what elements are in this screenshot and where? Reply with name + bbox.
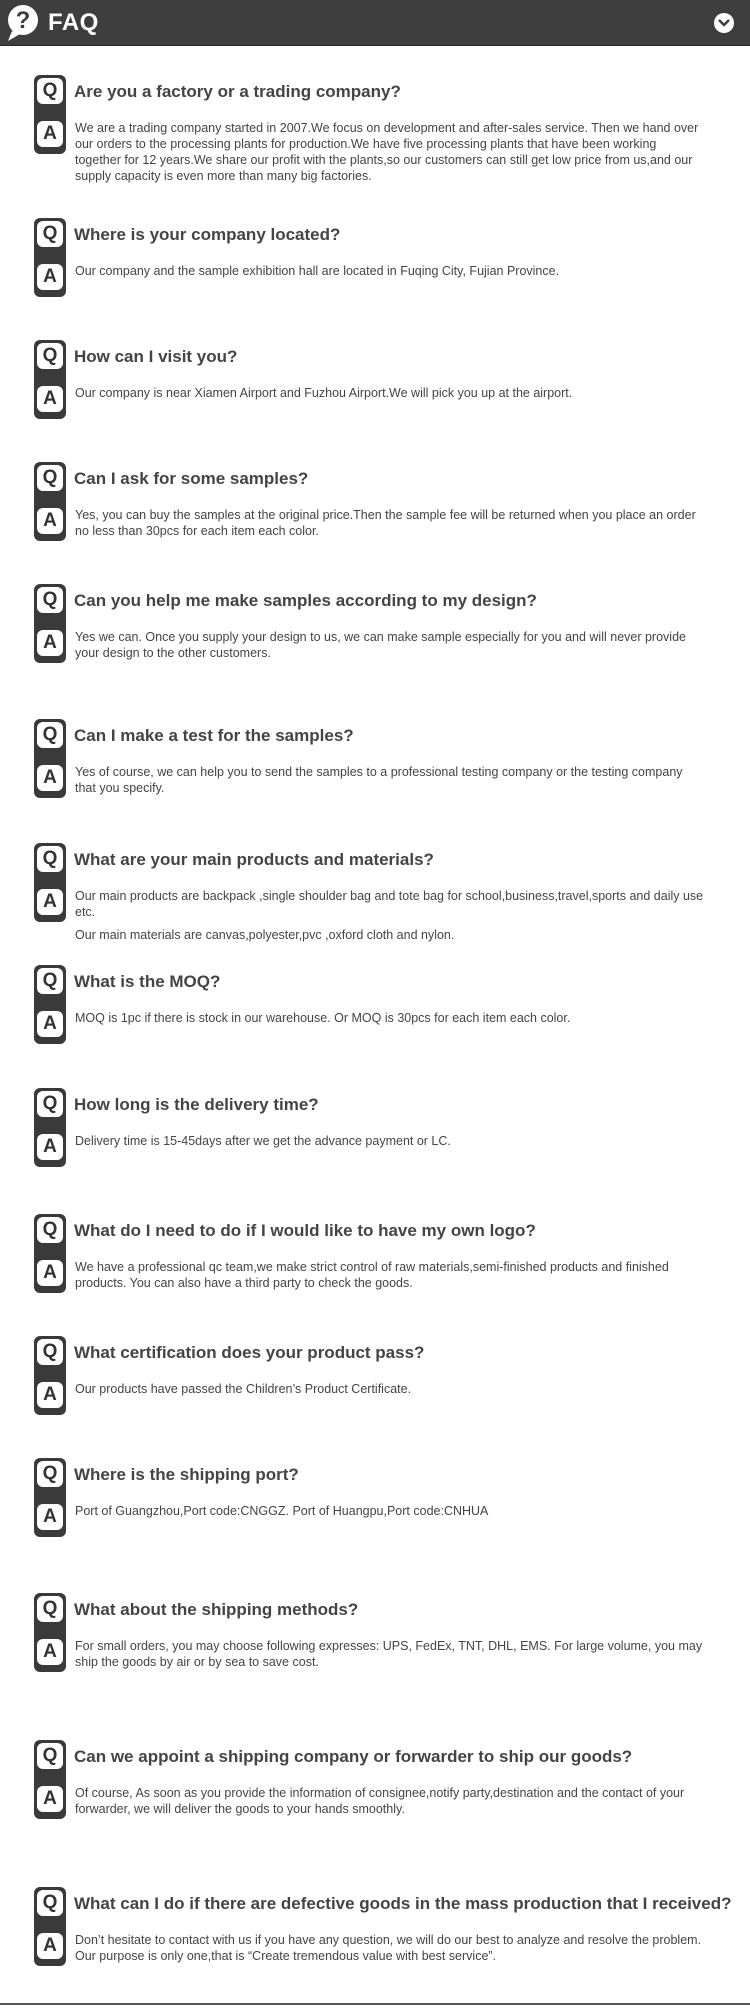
q-badge: Q [37,1217,63,1243]
faq-answer-paragraph: Our company and the sample exhibition hall are located in Fuqing City, Fujian Province. [75,264,560,278]
faq-answer-paragraph: MOQ is 1pc if there is stock in our warehouse. Or MOQ is 30pcs for each item each color. [75,1011,571,1025]
q-badge: Q [37,465,63,491]
question-mark-bubble-icon [4,3,42,43]
faq-answer-paragraph: Our products have passed the Children’s Product Certificate. [75,1382,412,1396]
faq-answer [75,1010,705,1026]
faq-question: What can I do if there are defective goods in the mass production that I received? [74,1894,732,1913]
faq-answer [75,120,705,184]
a-badge: A [37,765,63,791]
a-badge: A [37,264,63,290]
faq-answer-paragraph: Our main products are backpack ,single shoulder bag and tote bag for school,business,travel,sports and daily use etc. [75,889,704,919]
faq-answer [75,764,705,796]
svg-text:?: ? [15,7,31,34]
q-badge: Q [37,1890,63,1916]
faq-question: Can I make a test for the samples? [74,726,354,745]
a-badge: A [37,1786,63,1812]
page-title: FAQ [48,9,99,36]
a-badge: A [37,508,63,534]
a-badge: A [37,1933,63,1959]
q-badge: Q [37,78,63,104]
faq-answer-paragraph: We are a trading company started in 2007.We focus on development and after-sales service. Then we hand over our orders to the processing plants for production.We have five processing plants that have been working together for 12 years.We share our profit with the plants,so our customers can still get low price from us,and our supply capacity is even more than many big factories. [75,121,699,183]
faq-question: Where is the shipping port? [74,1465,299,1484]
q-badge: Q [37,722,63,748]
faq-answer [75,1638,705,1670]
faq-question: What certification does your product pass? [74,1343,425,1362]
faq-question: Where is your company located? [74,225,341,244]
a-badge: A [37,889,63,915]
faq-answer-paragraph: Delivery time is 15-45days after we get the advance payment or LC. [75,1134,451,1148]
faq-question: What about the shipping methods? [74,1600,359,1619]
q-badge: Q [37,1091,63,1117]
a-badge: A [37,1011,63,1037]
q-badge: Q [37,846,63,872]
q-badge: Q [37,221,63,247]
faq-answer [75,1133,705,1149]
faq-answer-paragraph: Our main materials are canvas,polyester,pvc ,oxford cloth and nylon. [75,928,455,942]
faq-question: What are your main products and materials? [74,850,434,869]
a-badge: A [37,1504,63,1530]
faq-answer [75,629,705,661]
faq-answer-paragraph: Port of Guangzhou,Port code:CNGGZ. Port of Huangpu,Port code:CNHUA [75,1504,489,1518]
faq-answer-paragraph: Yes we can. Once you supply your design to us, we can make sample especially for you and will never provide your design to the other customers. [75,630,686,660]
faq-answer [75,507,705,539]
faq-answer [75,888,705,943]
a-badge: A [37,121,63,147]
q-badge: Q [37,968,63,994]
q-badge: Q [37,587,63,613]
faq-answer-paragraph: Our company is near Xiamen Airport and Fuzhou Airport.We will pick you up at the airport. [75,386,573,400]
a-badge: A [37,1382,63,1408]
faq-answer-paragraph: Yes of course, we can help you to send the samples to a professional testing company or the testing company that you specify. [75,765,683,795]
faq-answer [75,1932,705,1964]
faq-answer [75,385,705,401]
chevron-down-circle-icon[interactable] [714,13,734,33]
q-badge: Q [37,1339,63,1365]
faq-question: Can you help me make samples according to my design? [74,591,537,610]
faq-question: Are you a factory or a trading company? [74,82,401,101]
q-badge: Q [37,1461,63,1487]
faq-answer [75,1259,705,1291]
faq-answer [75,1503,705,1519]
a-badge: A [37,1639,63,1665]
faq-header [0,0,750,46]
faq-question: What is the MOQ? [74,972,221,991]
faq-answer-paragraph: For small orders, you may choose following expresses: UPS, FedEx, TNT, DHL, EMS. For large volume, you may ship the goods by air or by sea to save cost. [75,1639,703,1669]
faq-question: Can I ask for some samples? [74,469,309,488]
faq-question: What do I need to do if I would like to have my own logo? [74,1221,536,1240]
a-badge: A [37,386,63,412]
a-badge: A [37,1260,63,1286]
q-badge: Q [37,1743,63,1769]
faq-answer [75,1785,705,1817]
a-badge: A [37,1134,63,1160]
q-badge: Q [37,1596,63,1622]
faq-question: How can I visit you? [74,347,238,366]
faq-answer-paragraph: We have a professional qc team,we make strict control of raw materials,semi-finished products and finished products. You can also have a third party to check the goods. [75,1260,669,1290]
faq-answer-paragraph: Of course, As soon as you provide the information of consignee,notify party,destination and the contact of your forwarder, we will deliver the goods to your hands smoothly. [75,1786,685,1816]
q-badge: Q [37,343,63,369]
faq-answer-paragraph: Yes, you can buy the samples at the original price.Then the sample fee will be returned when you place an order no less than 30pcs for each item each color. [75,508,696,538]
faq-answer [75,263,705,279]
faq-answer-paragraph: Don’t hesitate to contact with us if you have any question, we will do our best to analyze and resolve the problem. Our purpose is only one,that is “Create tremendous value with best service”. [75,1933,702,1963]
faq-question: How long is the delivery time? [74,1095,319,1114]
bottom-divider [0,2003,750,2005]
faq-question: Can we appoint a shipping company or forwarder to ship our goods? [74,1747,633,1766]
a-badge: A [37,630,63,656]
faq-answer [75,1381,705,1397]
